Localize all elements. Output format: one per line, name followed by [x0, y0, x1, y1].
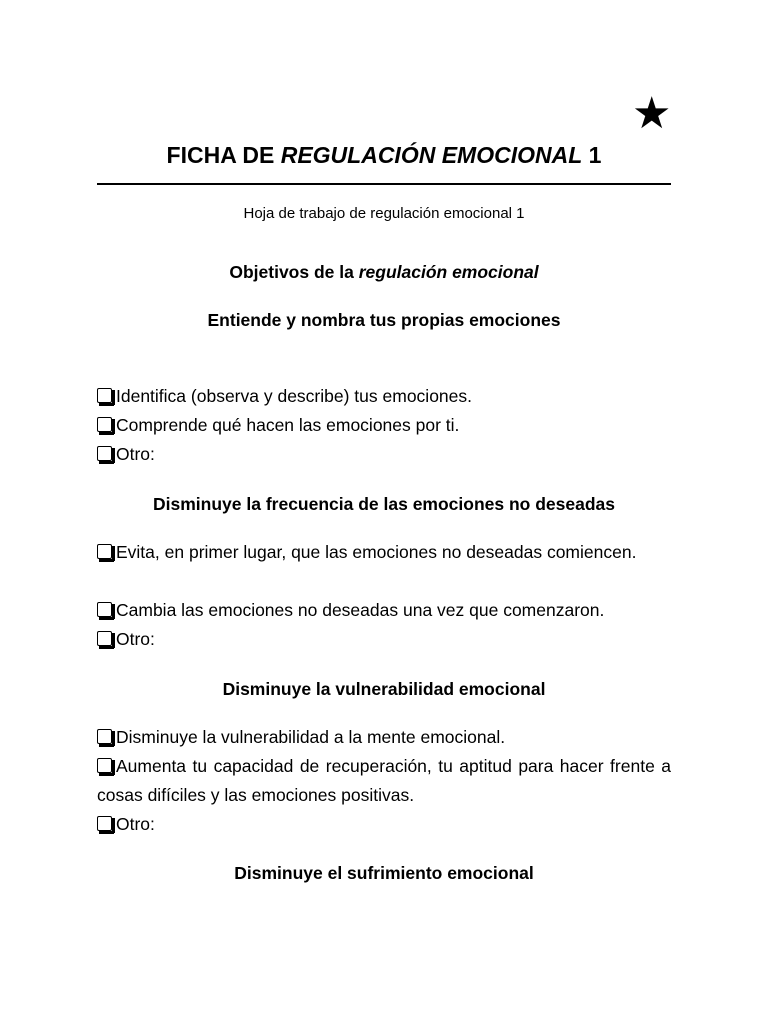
checkbox[interactable]: [97, 417, 112, 432]
checklist-item: Disminuye la vulnerabilidad a la mente emocional.: [97, 723, 671, 752]
checklist-item: Comprende qué hacen las emociones por ti.: [97, 411, 671, 440]
section-heading-frequency: Disminuye la frecuencia de las emociones no deseadas: [153, 494, 615, 514]
checkbox[interactable]: [97, 729, 112, 744]
checklist-item: Otro:: [97, 625, 671, 654]
checkbox[interactable]: [97, 446, 112, 461]
checkbox[interactable]: [97, 602, 112, 617]
subtitle: Hoja de trabajo de regulación emocional 1: [243, 205, 525, 222]
objectives-heading: Objetivos de la regulación emocional: [229, 262, 539, 282]
checkbox[interactable]: [97, 816, 112, 831]
checklist-item: Evita, en primer lugar, que las emociones no deseadas comiencen.: [97, 538, 671, 567]
star-icon: ★: [632, 89, 672, 138]
checkbox[interactable]: [97, 544, 112, 559]
checklist-item: Identifica (observa y describe) tus emociones.: [97, 382, 671, 411]
section-heading-suffering: Disminuye el sufrimiento emocional: [234, 863, 534, 883]
section-heading-vulnerability: Disminuye la vulnerabilidad emocional: [222, 679, 546, 699]
checkbox[interactable]: [97, 758, 112, 773]
section-heading-understand: Entiende y nombra tus propias emociones: [207, 310, 561, 330]
checklist-item: Aumenta tu capacidad de recuperación, tu aptitud para hacer frente a cosas difíciles y las emociones positivas.: [97, 756, 671, 805]
checklist-item: Otro:: [97, 440, 671, 469]
checkbox[interactable]: [97, 388, 112, 403]
title-divider: [97, 183, 671, 185]
checkbox[interactable]: [97, 631, 112, 646]
page-title: FICHA DE REGULACIÓN EMOCIONAL 1: [166, 142, 602, 168]
checklist-item: Otro:: [97, 810, 671, 839]
checklist-item: Cambia las emociones no deseadas una vez que comenzaron.: [97, 596, 671, 625]
